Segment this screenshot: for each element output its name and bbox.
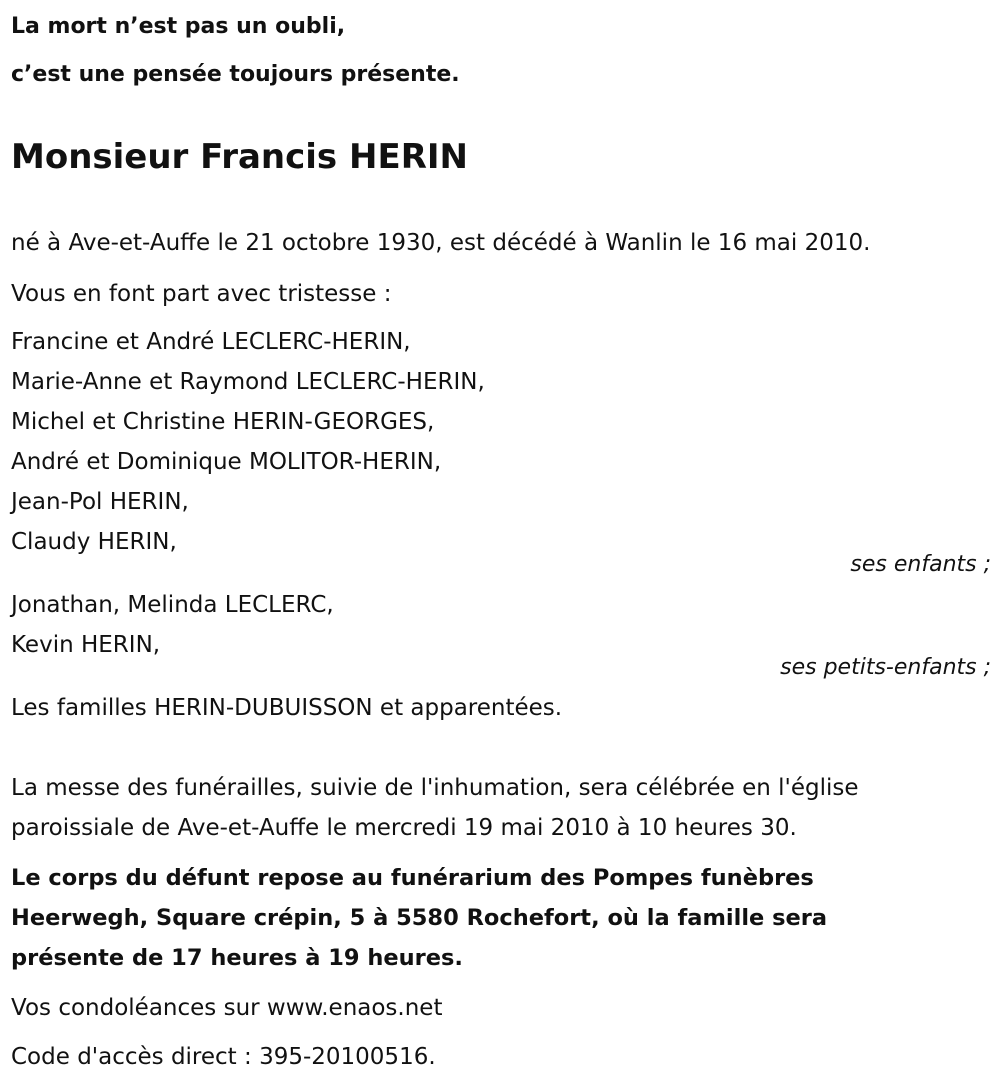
grandchild-entry: Kevin HERIN, (11, 632, 161, 658)
viewing-line-2: Heerwegh, Square crépin, 5 à 5580 Rochefort, où la famille sera (11, 905, 828, 931)
epigraph-line-2: c’est une pensée toujours présente. (11, 62, 460, 87)
condolences-text: Vos condoléances sur www.enaos.net (11, 995, 443, 1021)
funeral-line-2: paroissiale de Ave-et-Auffe le mercredi 19 mai 2010 à 10 heures 30. (11, 815, 797, 841)
deceased-name: Monsieur Francis HERIN (11, 137, 468, 177)
access-code: Code d'accès direct : 395-20100516. (11, 1044, 436, 1070)
child-entry: André et Dominique MOLITOR-HERIN, (11, 449, 442, 475)
child-entry: Jean-Pol HERIN, (11, 489, 189, 515)
announcement-intro: Vous en font part avec tristesse : (11, 281, 392, 307)
child-entry: Michel et Christine HERIN-GEORGES, (11, 409, 435, 435)
families-line: Les familles HERIN-DUBUISSON et apparentées. (11, 695, 563, 721)
grandchild-entry: Jonathan, Melinda LECLERC, (11, 592, 334, 618)
grandchildren-label: ses petits-enfants ; (780, 655, 991, 680)
epigraph-line-1: La mort n’est pas un oubli, (11, 14, 346, 39)
birth-death-line: né à Ave-et-Auffe le 21 octobre 1930, est décédé à Wanlin le 16 mai 2010. (11, 230, 871, 256)
children-label: ses enfants ; (850, 552, 991, 577)
viewing-line-1: Le corps du défunt repose au funérarium des Pompes funèbres (11, 865, 814, 891)
funeral-line-1: La messe des funérailles, suivie de l'inhumation, sera célébrée en l'église (11, 775, 859, 801)
child-entry: Marie-Anne et Raymond LECLERC-HERIN, (11, 369, 485, 395)
child-entry: Claudy HERIN, (11, 529, 177, 555)
child-entry: Francine et André LECLERC-HERIN, (11, 329, 411, 355)
viewing-line-3: présente de 17 heures à 19 heures. (11, 945, 463, 971)
